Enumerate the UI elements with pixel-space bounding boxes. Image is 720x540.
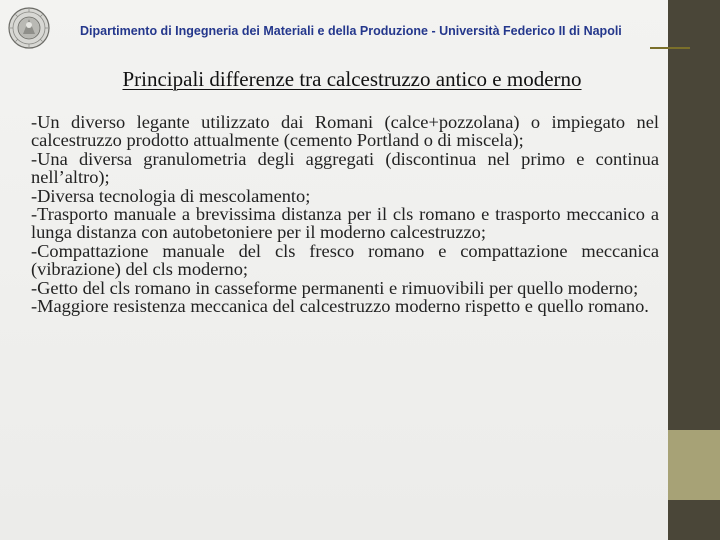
university-seal-icon — [8, 7, 50, 49]
list-item: -Maggiore resistenza meccanica del calcestruzzo moderno rispetto e quello romano. — [31, 296, 649, 317]
department-header: Dipartimento di Ingegneria dei Materiali e della Produzione - Università Federico II di Napoli — [80, 24, 622, 38]
list-item: -Compattazione manuale del cls fresco romano e compattazione meccanica (vibrazione) del cls moderno; — [31, 240, 659, 280]
header-divider — [650, 47, 690, 49]
slide-title: Principali differenze tra calcestruzzo antico e moderno — [122, 67, 582, 91]
list-item: -Un diverso legante utilizzato dai Romani (calce+pozzolana) o impiegato nel calcestruzzo prodotto attualmente (cemento Portland o di miscela); — [31, 112, 659, 151]
list-item: -Getto del cls romano in casseforme permanenti e rimuovibili per quello moderno; — [31, 277, 639, 298]
decorative-sidebar-accent — [668, 430, 720, 500]
list-item: -Diversa tecnologia di mescolamento; — [31, 185, 311, 206]
slide-body — [31, 113, 659, 315]
list-item: -Trasporto manuale a brevissima distanza per il cls romano e trasporto meccanico a lunga distanza con autobetoniere per il moderno calcestruzzo; — [31, 204, 659, 243]
list-item: -Una diversa granulometria degli aggregati (discontinua nel primo e continua nell’altro); — [31, 148, 659, 188]
